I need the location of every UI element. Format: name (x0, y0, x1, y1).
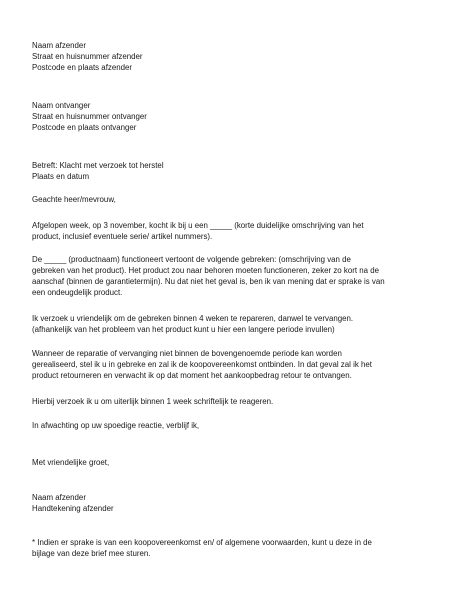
subject-line: Betreft: Klacht met verzoek tot herstel (32, 161, 164, 170)
paragraph-4-line-2: gerealiseerd, stel ik u in gebreke en zal ik de koopovereenkomst ontbinden. In dat geval zal ik het (32, 360, 372, 369)
footnote-line-2: bijlage van deze brief mee sturen. (32, 549, 151, 558)
closing-signature-block (32, 492, 427, 514)
sender-name: Naam afzender (32, 41, 86, 50)
paragraph-2-line-2: gebreken van het product). Het product zou naar behoren moeten functioneren, zeker zo kort na de (32, 266, 379, 275)
closing-greeting (32, 457, 427, 468)
paragraph-3 (32, 313, 427, 335)
recipient-city: Postcode en plaats ontvanger (32, 123, 137, 132)
salutation (32, 194, 427, 205)
paragraph-2 (32, 254, 427, 298)
paragraph-4-line-1: Wanneer de reparatie of vervanging niet binnen de bovengenoemde periode kan worden (32, 349, 342, 358)
paragraph-6 (32, 420, 427, 431)
paragraph-3-line-2: (afhankelijk van het probleem van het product kunt u hier een langere periode invullen) (32, 325, 335, 334)
paragraph-1 (32, 220, 427, 242)
paragraph-4 (32, 348, 427, 381)
closing-name: Naam afzender (32, 493, 86, 502)
sender-street: Straat en huisnummer afzender (32, 52, 143, 61)
sender-city: Postcode en plaats afzender (32, 63, 133, 72)
paragraph-2-line-4: een ondeugdelijk product. (32, 288, 123, 297)
closing-signature: Handtekening afzender (32, 504, 114, 513)
footnote (32, 537, 427, 559)
salutation-text: Geachte heer/mevrouw, (32, 195, 116, 204)
paragraph-2-line-1: De _____ (productnaam) functioneert vertoont de volgende gebreken: (omschrijving van de (32, 255, 351, 264)
paragraph-5 (32, 396, 427, 407)
sender-address (32, 40, 427, 73)
recipient-address (32, 100, 427, 133)
footnote-line-1: * Indien er sprake is van een koopovereenkomst en/ of algemene voorwaarden, kunt u deze in de (32, 538, 372, 547)
paragraph-5-text: Hierbij verzoek ik u om uiterlijk binnen 1 week schriftelijk te reageren. (32, 397, 274, 406)
recipient-name: Naam ontvanger (32, 101, 91, 110)
paragraph-4-line-3: product retourneren en verwacht ik op dat moment het aankoopbedrag retour te ontvangen. (32, 371, 352, 380)
paragraph-3-line-1: Ik verzoek u vriendelijk om de gebreken binnen 4 weken te repareren, danwel te vervangen. (32, 314, 354, 323)
paragraph-2-line-3: aanschaf (binnen de garantietermijn). Nu dat niet het geval is, ben ik van mening dat er sprake is van (32, 277, 385, 286)
paragraph-1-line-2: product, inclusief eventuele serie/ artikel nummers). (32, 232, 213, 241)
place-date: Plaats en datum (32, 172, 90, 181)
subject-block (32, 160, 427, 182)
closing-greeting-text: Met vriendelijke groet, (32, 458, 110, 467)
paragraph-1-line-1: Afgelopen week, op 3 november, kocht ik bij u een _____ (korte duidelijke omschrijving van het (32, 221, 364, 230)
recipient-street: Straat en huisnummer ontvanger (32, 112, 147, 121)
paragraph-6-text: In afwachting op uw spoedige reactie, verblijf ik, (32, 421, 200, 430)
